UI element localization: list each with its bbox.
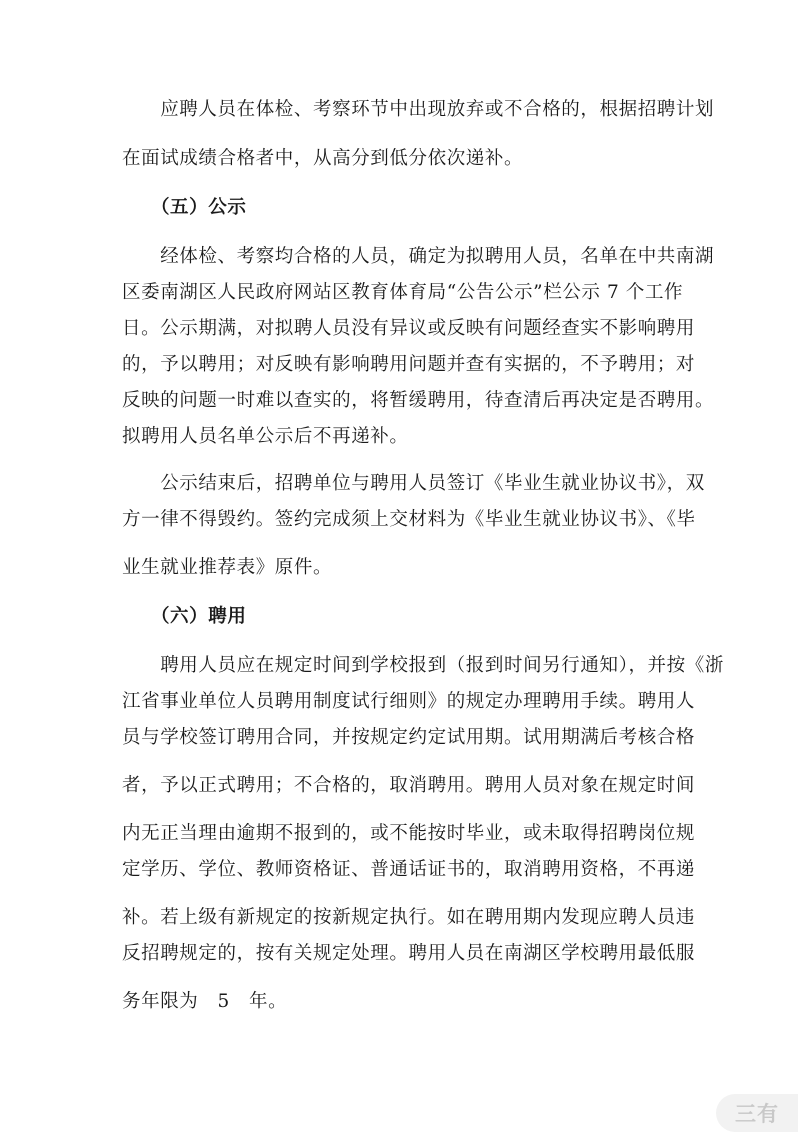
text-line: 方一律不得毁约。签约完成须上交材料为《毕业生就业协议书》、《毕 xyxy=(122,509,696,530)
text-line: 的，予以聘用；对反映有影响聘用问题并查有实据的，不予聘用；对 xyxy=(122,354,696,375)
text-line: 应聘人员在体检、考察环节中出现放弃或不合格的，根据招聘计划 xyxy=(122,99,715,120)
text-line: 反映的问题一时难以查实的，将暂缓聘用，待查清后再决定是否聘用。 xyxy=(122,390,715,411)
watermark-badge xyxy=(716,1094,798,1132)
text-line: 江省事业单位人员聘用制度试行细则》的规定办理聘用手续。聘用人 xyxy=(122,691,696,712)
text-line: 内无正当理由逾期不报到的，或不能按时毕业，或未取得招聘岗位规 xyxy=(122,823,696,844)
section-heading-gongshi: （五）公示 xyxy=(122,197,247,218)
text-line: 公示结束后，招聘单位与聘用人员签订《毕业生就业协议书》，双 xyxy=(122,473,705,494)
text-line: 拟聘用人员名单公示后不再递补。 xyxy=(122,426,409,447)
text-line: 区委南湖区人民政府网站区教育体育局“公告公示”栏公示 7 个工作 xyxy=(122,282,684,303)
text-line: 务年限为 5 年。 xyxy=(122,991,288,1012)
text-line: 员与学校签订聘用合同，并按规定约定试用期。试用期满后考核合格 xyxy=(122,727,696,748)
text-line: 业生就业推荐表》原件。 xyxy=(122,557,333,578)
text-line: 者，予以正式聘用；不合格的，取消聘用。聘用人员对象在规定时间 xyxy=(122,775,696,796)
text-line: 聘用人员应在规定时间到学校报到（报到时间另行通知），并按《浙 xyxy=(122,655,724,676)
text-line: 反招聘规定的，按有关规定处理。聘用人员在南湖区学校聘用最低服 xyxy=(122,943,696,964)
section-heading-pinyong: （六）聘用 xyxy=(122,606,247,627)
text-line: 经体检、考察均合格的人员，确定为拟聘用人员，名单在中共南湖 xyxy=(122,246,715,267)
watermark-text: 三有 xyxy=(735,1102,779,1126)
text-line: 在面试成绩合格者中，从高分到低分依次递补。 xyxy=(122,148,524,169)
text-line: 定学历、学位、教师资格证、普通话证书的，取消聘用资格，不再递 xyxy=(122,859,696,880)
text-line: 日。公示期满，对拟聘人员没有异议或反映有问题经查实不影响聘用 xyxy=(122,318,696,339)
text-line: 补。若上级有新规定的按新规定执行。如在聘用期内发现应聘人员违 xyxy=(122,907,696,928)
